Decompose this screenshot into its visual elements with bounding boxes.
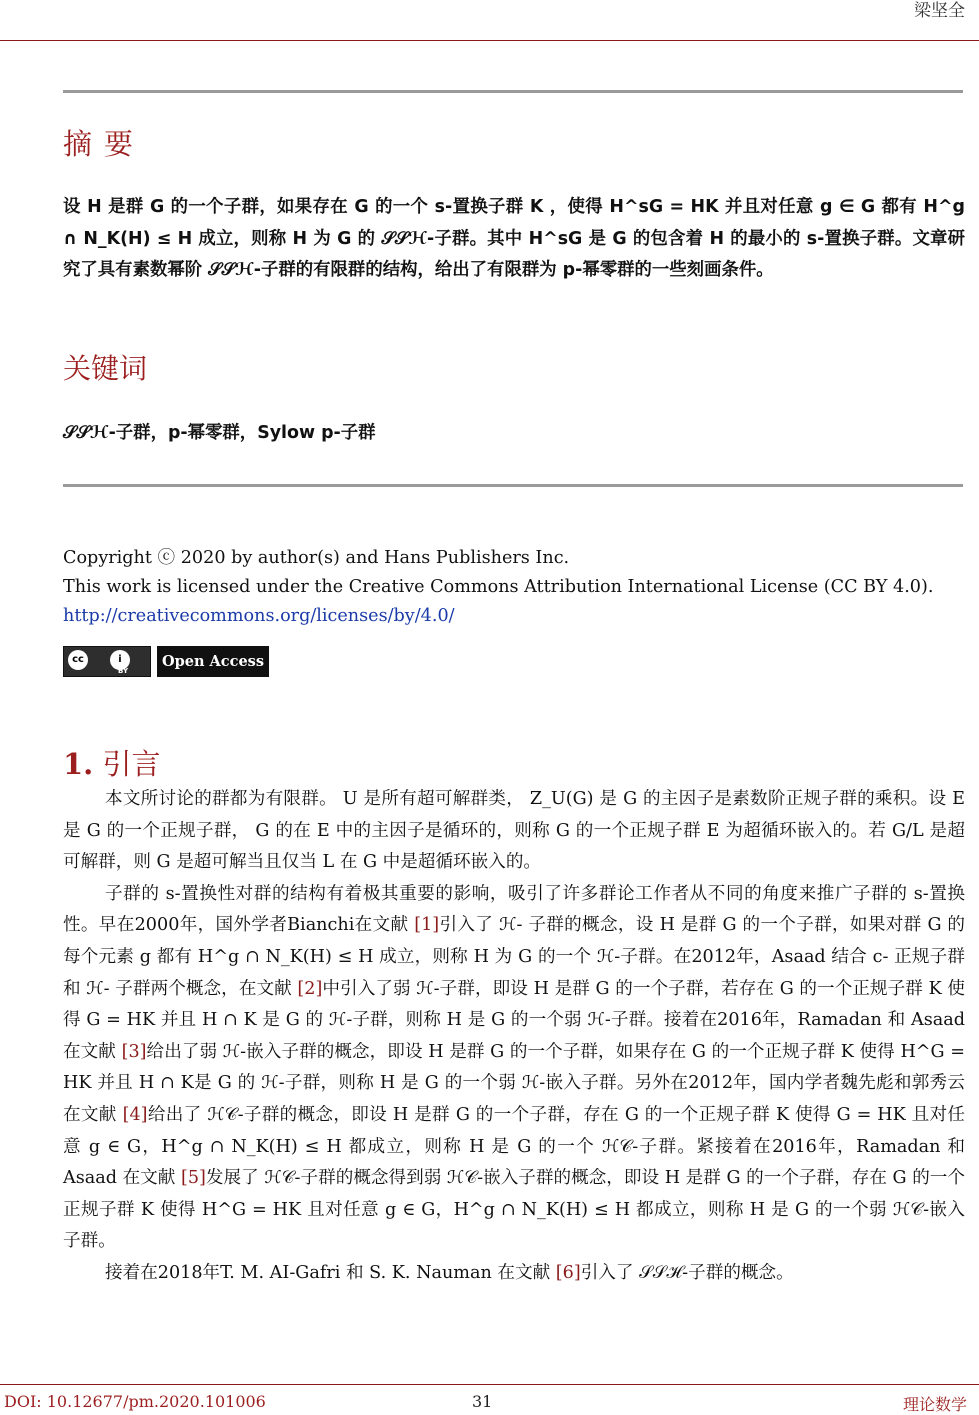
- running-header-author: 梁坚全: [914, 1, 965, 21]
- citation-3[interactable]: [3]: [121, 1041, 147, 1062]
- footer-doi[interactable]: DOI: 10.12677/pm.2020.101006: [4, 1392, 266, 1411]
- intro-paragraph-1: 本文所讨论的群都为有限群。 U 是所有超可解群类， Z_U(G) 是 G 的主因子是素数阶正规子群的乘积。设 E 是 G 的一个正规子群， G 的在 E 中的主因子是循环的，则称 G 的一个正规子群 E 为超循环嵌入的。若 G/L 是超可解群，则 G 是超可解当且仅当 L 在 G 中是超循环嵌入的。: [63, 789, 965, 873]
- section-1-heading: [63, 742, 161, 783]
- footer-rule: [0, 1384, 979, 1385]
- abstract-top-rule: [63, 90, 963, 93]
- citation-4[interactable]: [4]: [122, 1104, 148, 1125]
- citation-6[interactable]: [6]: [555, 1262, 581, 1283]
- intro-paragraph-2: 子群的 s-置换性对群的结构有着极其重要的影响，吸引了许多群论工作者从不同的角度来推广子群的 s-置换性。早在2000年，国外学者Bianchi在文献 [1]引入了 ℋ- 子群的概念，设 H 是群 G 的一个子群，如果对群 G 的每个元素 g 都有 H^g ∩ N_K(H) ≤ H 成立，则称 H 为 G 的一个 ℋ-子群。在2012年，Asaad 结合 c- 正规子群和 ℋ- 子群两个概念，在文献 [2]中引入了弱 ℋ-子群，即设 H 是群 G 的一个子群，若存在 G 的一个正规子群 K 使得 G = HK 并且 H ∩ K 是 G 的 ℋ-子群，则称 H 是 G 的一个弱 ℋ-子群。接着在2016年，Ramadan 和 Asaad 在文献 [3]给出了弱 ℋ-嵌入子群的概念，即设 H 是群 G 的一个子群，如果存在 G 的一个正规子群 K 使得 H^G = HK 并且 H ∩ K是 G 的 ℋ-子群，则称 H 是 G 的一个弱 ℋ-嵌入子群。另外在2012年，国内学者魏先彪和郭秀云在文献 [4]给出了 ℋ𝒞-子群的概念，即设 H 是群 G 的一个子群，存在 G 的一个正规子群 K 使得 G = HK 且对任意 g ∈ G，H^g ∩ N_K(H) ≤ H 都成立，则称 H 是 G 的一个 ℋ𝒞-子群。紧接着在2016年，Ramadan 和 Asaad 在文献 [5]发展了 ℋ𝒞-子群的概念得到弱 ℋ𝒞-嵌入子群的概念，即设 H 是群 G 的一个子群，存在 G 的一个正规子群 K 使得 H^G = HK 且对任意 g ∈ G，H^g ∩ N_K(H) ≤ H 都成立，则称 H 是 G 的一个弱 ℋ𝒞-嵌入子群。: [63, 883, 966, 1252]
- footer-journal: 理论数学: [902, 1395, 967, 1414]
- page-number: 31: [472, 1392, 493, 1411]
- copyright-line: Copyright ⓒ 2020 by author(s) and Hans Publishers Inc.: [63, 548, 570, 568]
- open-access-badge[interactable]: Open Access: [157, 646, 269, 677]
- license-line: This work is licensed under the Creative Commons Attribution International License (CC BY 4.0).: [63, 577, 934, 597]
- copyright-block: [63, 544, 973, 631]
- intro-paragraph-3: 接着在2018年T. M. AI-Gafri 和 S. K. Nauman 在文献 [6]引入了 𝒮𝒮ℋ-子群的概念。: [105, 1262, 794, 1283]
- section-1-body: [63, 784, 965, 1290]
- cc-icon: cc: [68, 650, 88, 670]
- citation-5[interactable]: [5]: [181, 1168, 206, 1189]
- cc-by-badge[interactable]: [63, 646, 151, 677]
- abstract-text: 设 H 是群 G 的一个子群，如果存在 G 的一个 s-置换子群 K ，使得 H^sG = HK 并且对任意 g ∈ G 都有 H^g ∩ N_K(H) ≤ H 成立，则称 H 为 G 的 𝒮𝒮ℋ-子群。其中 H^sG 是 G 的包含着 H 的最小的 s-置换子群。文章研究了具有素数幂阶 𝒮𝒮ℋ-子群的有限群的结构，给出了有限群为 p-幂零群的一些刻画条件。: [63, 197, 965, 280]
- citation-1[interactable]: [1]: [414, 915, 440, 936]
- abstract-bottom-rule: [63, 484, 963, 487]
- keywords-text: 𝒮𝒮ℋ-子群，p-幂零群，Sylow p-子群: [63, 423, 376, 443]
- license-link[interactable]: http://creativecommons.org/licenses/by/4.0/: [63, 606, 455, 626]
- section-number: 1.: [63, 747, 94, 781]
- by-label: BY: [118, 667, 129, 675]
- header-rule: [0, 40, 979, 41]
- citation-2[interactable]: [2]: [297, 978, 323, 999]
- attribution-person-icon: i: [110, 650, 130, 670]
- section-title: 引言: [102, 747, 161, 781]
- abstract-title: 摘要: [63, 127, 146, 161]
- keywords-title: 关键词: [63, 352, 148, 385]
